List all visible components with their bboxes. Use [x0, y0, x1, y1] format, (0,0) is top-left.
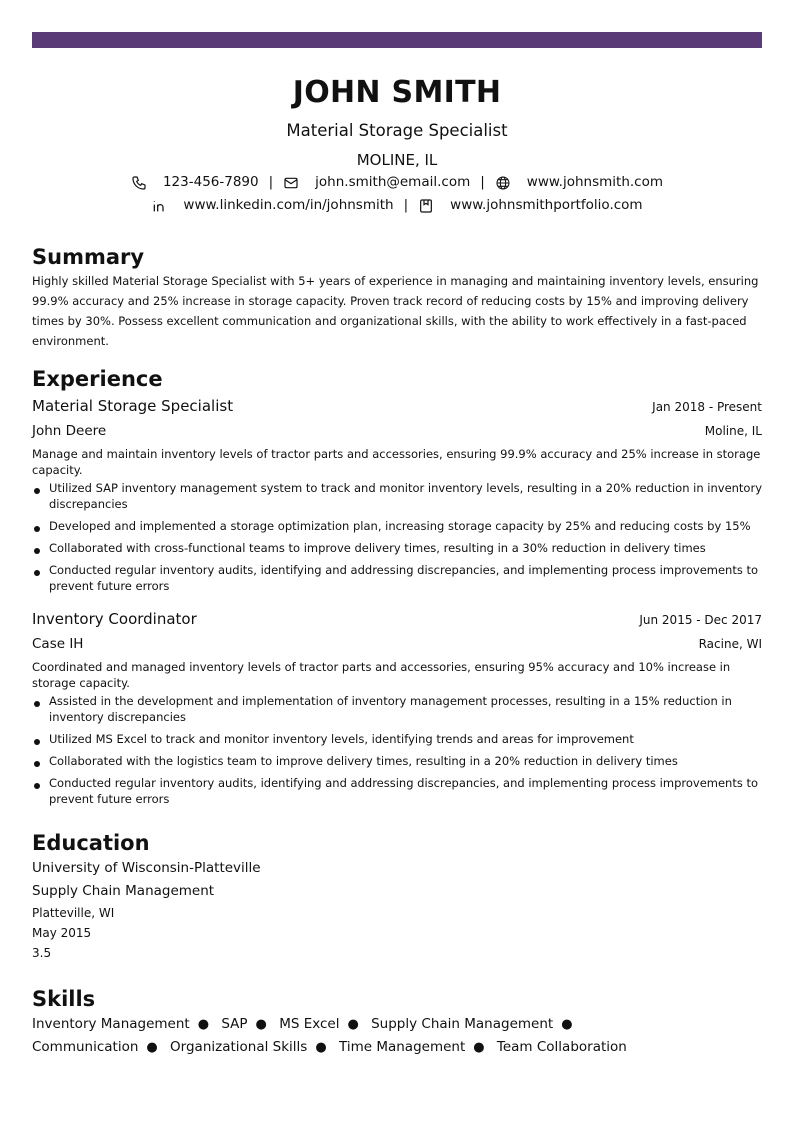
portfolio-icon [418, 198, 434, 214]
skill-item: Supply Chain Management [371, 1016, 554, 1032]
job-description: Manage and maintain inventory levels of tractor parts and accessories, ensuring 99.9% accuracy and 25% increase in storage capacity. [32, 447, 761, 477]
skill-separator: ● [347, 1017, 359, 1032]
job-description: Coordinated and managed inventory levels of tractor parts and accessories, ensuring 95% accuracy and 10% increase in storage capacity. [32, 660, 731, 690]
contact-separator: | [403, 197, 409, 213]
job-location: Racine, WI [698, 637, 762, 651]
company-name: John Deere [32, 423, 107, 439]
linkedin-link[interactable]: www.linkedin.com/in/johnsmith [183, 197, 394, 213]
accent-bar [32, 32, 762, 48]
website-link[interactable]: www.johnsmith.com [526, 174, 664, 190]
bullet-item: Collaborated with the logistics team to improve delivery times, resulting in a 20% reduction in delivery times [32, 753, 762, 769]
linkedin-icon [151, 198, 167, 214]
job-entry [32, 395, 762, 594]
contact-row-2 [32, 195, 762, 216]
resume-content [32, 74, 762, 1059]
skills-list [32, 1013, 652, 1059]
company-name: Case IH [32, 636, 84, 652]
email-link[interactable]: john.smith@email.com [315, 174, 471, 190]
bullet-item: Assisted in the development and implementation of inventory management processes, resulting in a 15% reduction in inventory discrepancies [32, 693, 762, 725]
job-bullets [32, 693, 762, 807]
contact-row-1 [32, 172, 762, 193]
phone-number[interactable]: 123-456-7890 [162, 174, 259, 190]
skill-item: Communication [32, 1039, 139, 1055]
school-name: University of Wisconsin-Platteville [32, 860, 261, 876]
globe-icon [495, 175, 511, 191]
education-heading: Education [32, 831, 150, 855]
skill-item: Time Management [338, 1039, 466, 1055]
skill-item: Organizational Skills [170, 1039, 308, 1055]
contact-separator: | [268, 174, 274, 190]
bullet-item: Conducted regular inventory audits, identifying and addressing discrepancies, and implementing process improvements to prevent future errors [32, 775, 762, 807]
skill-separator: ● [473, 1040, 485, 1055]
summary-text: Highly skilled Material Storage Specialist with 5+ years of experience in managing and maintaining inventory levels, ensuring 99.9% accuracy and 25% increase in storage capacity. Proven track record of reducing costs by 15% and improving delivery times by 30%. Possess excellent communication and organizational skills, with the ability to work effectively in a fast-paced environment. [32, 274, 759, 348]
job-title: Inventory Coordinator [32, 610, 197, 628]
school-location: Platteville, WI [32, 906, 115, 920]
skill-separator: ● [197, 1017, 210, 1032]
skill-item: MS Excel [279, 1016, 340, 1032]
skill-separator: ● [561, 1017, 573, 1032]
skills-heading: Skills [32, 987, 96, 1011]
candidate-title: Material Storage Specialist [286, 121, 508, 140]
job-dates: Jan 2018 - Present [652, 400, 762, 414]
degree-name: Supply Chain Management [32, 883, 215, 899]
bullet-item: Utilized SAP inventory management system to track and monitor inventory levels, resulting in a 20% reduction in inventory discrepancies [32, 480, 762, 512]
skill-separator: ● [255, 1017, 267, 1032]
bullet-item: Collaborated with cross-functional teams to improve delivery times, resulting in a 30% reduction in delivery times [32, 540, 762, 556]
job-dates: Jun 2015 - Dec 2017 [639, 613, 762, 627]
portfolio-link[interactable]: www.johnsmithportfolio.com [450, 197, 643, 213]
skill-separator: ● [315, 1040, 327, 1055]
job-location: Moline, IL [704, 424, 762, 438]
email-icon [283, 175, 299, 191]
contact-separator: | [480, 174, 485, 190]
skill-separator: ● [146, 1040, 158, 1055]
experience-heading: Experience [32, 367, 163, 391]
job-entry [32, 608, 762, 807]
phone-icon [131, 175, 147, 191]
skill-item: Team Collaboration [496, 1039, 627, 1055]
gpa-value: 3.5 [32, 946, 52, 960]
job-title: Material Storage Specialist [32, 397, 234, 415]
bullet-item: Utilized MS Excel to track and monitor inventory levels, identifying trends and areas for improvement [32, 731, 762, 747]
candidate-name: JOHN SMITH [292, 75, 502, 110]
candidate-location: MOLINE, IL [356, 151, 438, 169]
skill-item: Inventory Management [32, 1016, 190, 1032]
bullet-item: Developed and implemented a storage optimization plan, increasing storage capacity by 25% and reducing costs by 15% [32, 518, 762, 534]
graduation-date: May 2015 [32, 926, 92, 940]
bullet-item: Conducted regular inventory audits, identifying and addressing discrepancies, and implementing process improvements to prevent future errors [32, 562, 762, 594]
job-bullets [32, 480, 762, 594]
summary-heading: Summary [32, 245, 145, 269]
skill-item: SAP [221, 1016, 248, 1032]
